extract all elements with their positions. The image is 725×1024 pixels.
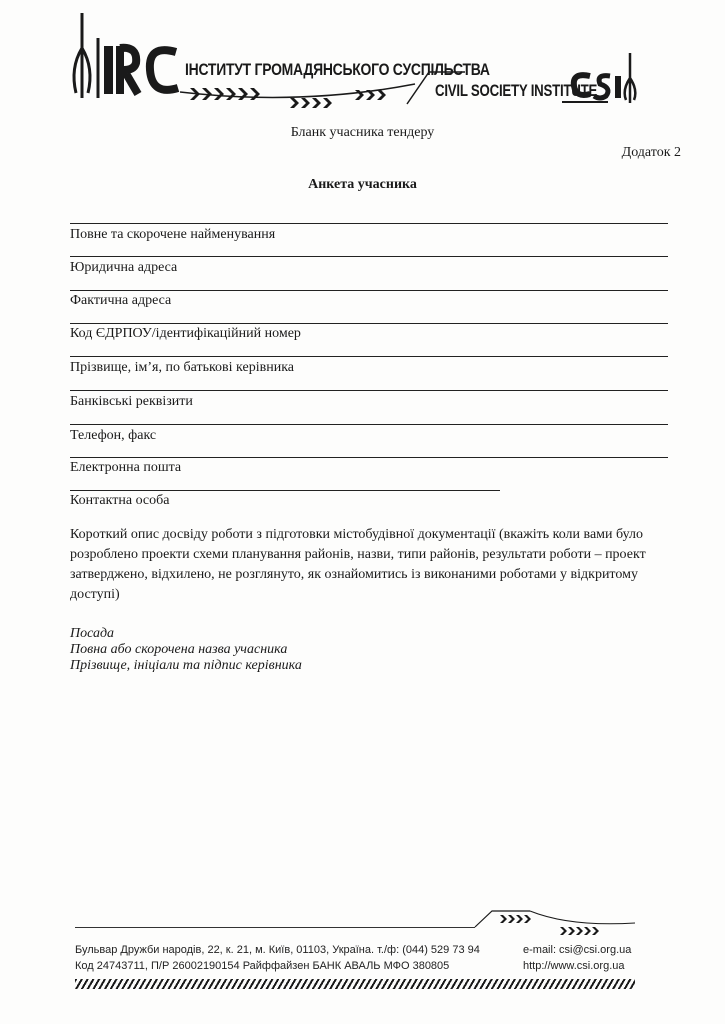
signature-position: Посада: [70, 626, 115, 641]
field-input-line[interactable]: [70, 223, 668, 224]
irc-logo-icon: [68, 8, 188, 108]
field-label-bank-details: Банківські реквізити: [70, 394, 193, 409]
field-label-edrpou-code: Код ЄДРПОУ/ідентифікаційний номер: [70, 326, 301, 341]
field-input-line[interactable]: [70, 457, 668, 458]
letterhead: [60, 8, 660, 118]
footer-decor-icon: [470, 905, 640, 941]
field-label-full-name: Повне та скорочене найменування: [70, 227, 276, 242]
footer-address: Бульвар Дружби народів, 22, к. 21, м. Київ, 01103, Україна. т./ф: (044) 529 73 94: [75, 944, 480, 956]
form-title: Бланк учасника тендеру: [290, 125, 435, 140]
field-input-line[interactable]: [70, 256, 668, 257]
footer-stripe: [75, 979, 635, 989]
footer-bank-details: Код 24743711, П/Р 26002190154 Райффайзен БАНК АВАЛЬ МФО 380805: [75, 960, 450, 972]
experience-description: Короткий опис досвіду роботи з підготовки містобудівної документації (вкажіть коли вами було розроблено проекти схеми планування районів, назви, типи районів, результати роботи – проект затверджено, відхилено, не розглянуто, як ознайомитись із виконаними роботами у відкритому доступі): [70, 527, 646, 602]
footer-website[interactable]: http://www.csi.org.ua: [523, 960, 625, 972]
field-input-line[interactable]: [70, 356, 668, 357]
field-input-line[interactable]: [70, 424, 668, 425]
csi-logo-icon: [560, 48, 640, 108]
field-label-head-name: Прізвище, ім’я, по батькові керівника: [70, 360, 294, 375]
field-label-email: Електронна пошта: [70, 460, 182, 475]
org-name-en: CIVIL SOCIETY INSTITUTE: [435, 81, 598, 100]
questionnaire-title: Анкета учасника: [308, 177, 417, 192]
org-name-ua: ІНСТИТУТ ГРОМАДЯНСЬКОГО СУСПІЛЬСТВА: [185, 60, 490, 79]
field-input-line[interactable]: [70, 490, 500, 491]
field-label-legal-address: Юридична адреса: [70, 260, 178, 275]
field-label-contact-person: Контактна особа: [70, 493, 170, 508]
decorative-stripe-icon: [180, 78, 430, 114]
footer-email[interactable]: e-mail: csi@csi.org.ua: [523, 944, 632, 956]
field-input-line[interactable]: [70, 323, 668, 324]
signature-head: Прізвище, ініціали та підпис керівника: [70, 658, 302, 673]
field-input-line[interactable]: [70, 390, 668, 391]
footer-divider: [75, 927, 475, 928]
signature-participant-name: Повна або скорочена назва учасника: [70, 642, 288, 657]
field-input-line[interactable]: [70, 290, 668, 291]
field-label-phone-fax: Телефон, факс: [70, 428, 157, 443]
field-label-actual-address: Фактична адреса: [70, 293, 172, 308]
annex-label: Додаток 2: [621, 145, 681, 160]
